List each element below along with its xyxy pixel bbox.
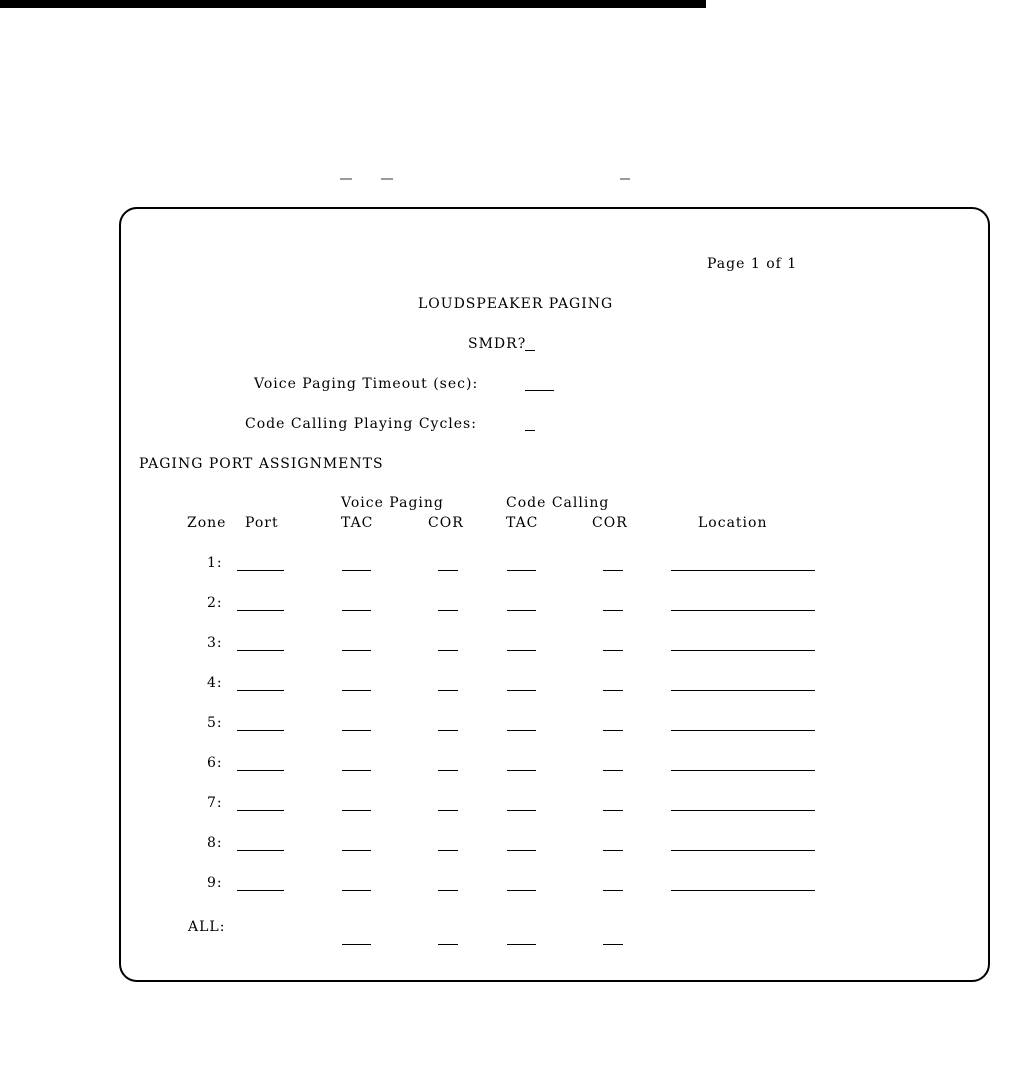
location-field[interactable] bbox=[671, 770, 815, 771]
location-field[interactable] bbox=[671, 890, 815, 891]
voice-tac-field[interactable] bbox=[342, 650, 371, 651]
port-field[interactable] bbox=[237, 690, 284, 691]
location-field[interactable] bbox=[671, 730, 815, 731]
voice-cor-field[interactable] bbox=[438, 890, 458, 891]
voice-cor-field[interactable] bbox=[438, 730, 458, 731]
scan-mark bbox=[381, 178, 393, 180]
zone-label: 6: bbox=[207, 755, 223, 771]
voice-paging-timeout-field[interactable] bbox=[525, 390, 554, 391]
col-header-port: Port bbox=[245, 515, 279, 531]
voice-cor-field[interactable] bbox=[438, 610, 458, 611]
code-cor-field[interactable] bbox=[603, 890, 623, 891]
code-cor-field[interactable] bbox=[603, 770, 623, 771]
zone-label: 3: bbox=[207, 635, 223, 651]
code-cor-field[interactable] bbox=[603, 650, 623, 651]
code-cor-field[interactable] bbox=[603, 810, 623, 811]
voice-tac-field[interactable] bbox=[342, 810, 371, 811]
code-cor-field[interactable] bbox=[603, 944, 623, 945]
zone-label: 4: bbox=[207, 675, 223, 691]
port-field[interactable] bbox=[237, 890, 284, 891]
zone-label: 1: bbox=[207, 555, 223, 571]
voice-tac-field[interactable] bbox=[342, 770, 371, 771]
voice-cor-field[interactable] bbox=[438, 770, 458, 771]
code-cor-field[interactable] bbox=[603, 610, 623, 611]
top-rule bbox=[0, 0, 706, 8]
location-field[interactable] bbox=[671, 650, 815, 651]
port-field[interactable] bbox=[237, 570, 284, 571]
code-calling-cycles-field[interactable] bbox=[525, 430, 535, 431]
voice-paging-group-header: Voice Paging bbox=[341, 495, 444, 511]
scan-mark bbox=[620, 178, 630, 180]
code-tac-field[interactable] bbox=[507, 690, 536, 691]
zone-label: 5: bbox=[207, 715, 223, 731]
scan-mark bbox=[340, 178, 352, 180]
zone-label: 7: bbox=[207, 795, 223, 811]
screen-form-frame bbox=[119, 207, 990, 982]
location-field[interactable] bbox=[671, 690, 815, 691]
voice-tac-field[interactable] bbox=[342, 730, 371, 731]
code-tac-field[interactable] bbox=[507, 650, 536, 651]
location-field[interactable] bbox=[671, 850, 815, 851]
port-field[interactable] bbox=[237, 810, 284, 811]
port-field[interactable] bbox=[237, 730, 284, 731]
voice-tac-field[interactable] bbox=[342, 944, 371, 945]
code-tac-field[interactable] bbox=[507, 770, 536, 771]
zone-label: 9: bbox=[207, 875, 223, 891]
voice-cor-field[interactable] bbox=[438, 570, 458, 571]
port-field[interactable] bbox=[237, 610, 284, 611]
voice-tac-field[interactable] bbox=[342, 690, 371, 691]
smdr-field[interactable] bbox=[525, 350, 535, 351]
smdr-label: SMDR? bbox=[468, 336, 527, 352]
code-tac-field[interactable] bbox=[507, 610, 536, 611]
code-tac-field[interactable] bbox=[507, 850, 536, 851]
voice-cor-field[interactable] bbox=[438, 810, 458, 811]
voice-paging-timeout-label: Voice Paging Timeout (sec): bbox=[254, 376, 479, 392]
voice-cor-field[interactable] bbox=[438, 690, 458, 691]
voice-tac-field[interactable] bbox=[342, 570, 371, 571]
code-tac-field[interactable] bbox=[507, 570, 536, 571]
voice-cor-field[interactable] bbox=[438, 944, 458, 945]
voice-tac-field[interactable] bbox=[342, 850, 371, 851]
zone-label: ALL: bbox=[188, 919, 226, 935]
col-header-zone: Zone bbox=[187, 515, 227, 531]
location-field[interactable] bbox=[671, 610, 815, 611]
code-tac-field[interactable] bbox=[507, 810, 536, 811]
voice-cor-field[interactable] bbox=[438, 650, 458, 651]
col-header-voice-tac: TAC bbox=[341, 515, 374, 531]
code-cor-field[interactable] bbox=[603, 850, 623, 851]
code-tac-field[interactable] bbox=[507, 890, 536, 891]
code-cor-field[interactable] bbox=[603, 570, 623, 571]
port-field[interactable] bbox=[237, 850, 284, 851]
col-header-voice-cor: COR bbox=[428, 515, 464, 531]
col-header-location: Location bbox=[698, 515, 768, 531]
page-indicator: Page 1 of 1 bbox=[707, 256, 798, 272]
section-title: PAGING PORT ASSIGNMENTS bbox=[139, 456, 384, 472]
voice-tac-field[interactable] bbox=[342, 610, 371, 611]
voice-cor-field[interactable] bbox=[438, 850, 458, 851]
code-cor-field[interactable] bbox=[603, 730, 623, 731]
code-tac-field[interactable] bbox=[507, 730, 536, 731]
form-title: LOUDSPEAKER PAGING bbox=[418, 296, 614, 312]
location-field[interactable] bbox=[671, 570, 815, 571]
port-field[interactable] bbox=[237, 650, 284, 651]
voice-tac-field[interactable] bbox=[342, 890, 371, 891]
location-field[interactable] bbox=[671, 810, 815, 811]
port-field[interactable] bbox=[237, 770, 284, 771]
col-header-code-tac: TAC bbox=[506, 515, 539, 531]
zone-label: 2: bbox=[207, 595, 223, 611]
code-cor-field[interactable] bbox=[603, 690, 623, 691]
col-header-code-cor: COR bbox=[592, 515, 628, 531]
zone-label: 8: bbox=[207, 835, 223, 851]
code-calling-cycles-label: Code Calling Playing Cycles: bbox=[245, 416, 477, 432]
code-tac-field[interactable] bbox=[507, 944, 536, 945]
code-calling-group-header: Code Calling bbox=[506, 495, 610, 511]
